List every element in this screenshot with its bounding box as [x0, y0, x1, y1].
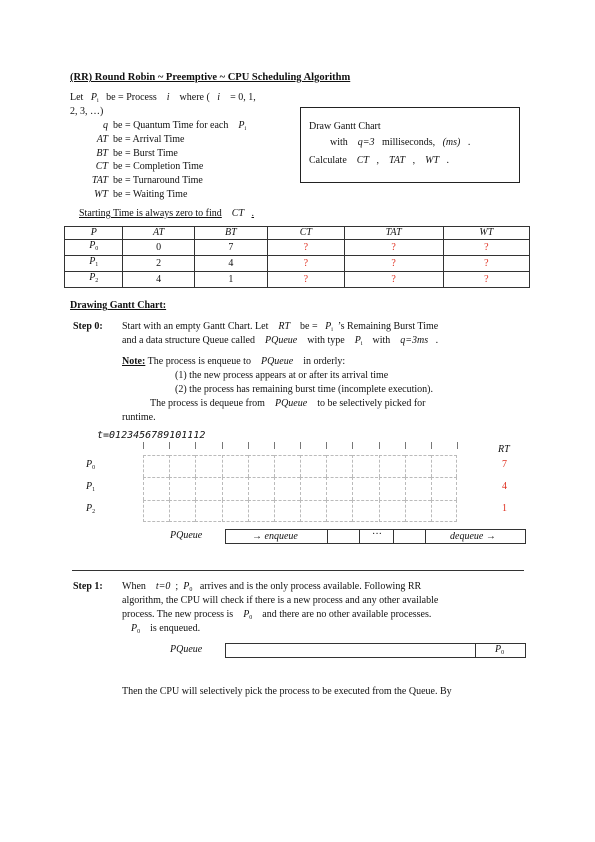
definition-item: CT be = Completion Time: [95, 161, 204, 172]
table-header-row: [65, 227, 530, 240]
time-tick: [326, 442, 327, 449]
gantt-cell: [222, 455, 248, 477]
time-tick: [352, 442, 353, 449]
cell-turnaround: ?: [344, 256, 443, 272]
enqueue-label: → enqueue: [252, 531, 298, 542]
gantt-cell: [352, 455, 378, 477]
gantt-cell: [352, 477, 378, 499]
task-line1: Draw Gantt Chart: [309, 121, 381, 132]
time-tick: [143, 442, 144, 449]
cell-waiting: ?: [443, 256, 529, 272]
gantt-row-label: $P_0$: [86, 459, 96, 471]
table-row: [65, 272, 530, 288]
gantt-row-label: $P_2$: [86, 503, 96, 515]
start-time-note: Starting Time is always zero to find CT .: [79, 208, 255, 219]
cell-completion: ?: [268, 256, 345, 272]
definition-item: BT be = Burst Time: [96, 148, 178, 159]
gantt-cell: [326, 477, 352, 499]
gantt-cell: [143, 500, 169, 522]
queue-diagram: [225, 529, 526, 544]
page-title: (RR) Round Robin ~ Preemptive ~ CPU Scheduling Algorithm: [70, 72, 351, 83]
cell-arrival: 2: [123, 256, 194, 272]
gantt-cell: [274, 500, 300, 522]
gantt-grid: [143, 455, 457, 522]
cell-burst: 4: [194, 256, 267, 272]
time-tick: [379, 442, 380, 449]
gantt-cell: [379, 500, 405, 522]
queue-label: PQueue: [170, 644, 203, 655]
cell-turnaround: ?: [344, 240, 443, 256]
time-tick: [195, 442, 196, 449]
step1-line3: process. The new process is $P_0$ and there are no other available processes.: [122, 609, 432, 621]
cell-process: $P_1$: [65, 256, 123, 272]
gantt-cell: [248, 455, 274, 477]
cell-completion: ?: [268, 240, 345, 256]
task-line2: with q=3 milliseconds, (ms) .: [330, 137, 471, 148]
table-row: [65, 240, 530, 256]
col-header: P: [65, 227, 123, 240]
gantt-cell: [431, 455, 457, 477]
gantt-cell: [169, 500, 195, 522]
gantt-cell: [222, 477, 248, 499]
time-tick: [248, 442, 249, 449]
gantt-cell: [248, 500, 274, 522]
col-header: CT: [268, 227, 345, 240]
definition-item: WT be = Waiting Time: [94, 189, 188, 200]
cell-burst: 1: [194, 272, 267, 288]
rt-header: RT: [498, 444, 510, 455]
step1-line2: algorithm, the CPU will check if there is a new process and any other available: [122, 595, 439, 606]
task-line3: Calculate CT , TAT , WT .: [309, 155, 450, 166]
col-header: WT: [443, 227, 529, 240]
gantt-cell: [405, 500, 431, 522]
time-tick: [274, 442, 275, 449]
section-divider: [72, 570, 524, 571]
queue-cell-divider: [425, 530, 426, 543]
gantt-row-label: $P_1$: [86, 481, 96, 493]
process-table: [64, 226, 530, 288]
step0-line2: and a data structure Queue called PQueue with type $P_i$ with q=3ms .: [122, 335, 439, 347]
queue-cell-divider: [393, 530, 394, 543]
dequeue-label: dequeue →: [450, 531, 496, 542]
definition-intro: Let $P_i$ be = Process i where ( i = 0, 1,: [70, 92, 256, 104]
gantt-cell: [169, 455, 195, 477]
gantt-cell: [431, 477, 457, 499]
gantt-cell: [352, 500, 378, 522]
queue-cell-divider: [327, 530, 328, 543]
cell-burst: 7: [194, 240, 267, 256]
gantt-cell: [169, 477, 195, 499]
col-header: BT: [194, 227, 267, 240]
gantt-cell: [195, 477, 221, 499]
step0-cond2: (2) the process has remaining burst time (incomplete execution).: [175, 384, 433, 395]
cell-arrival: 0: [123, 240, 194, 256]
col-header: AT: [123, 227, 194, 240]
gantt-cell: [248, 477, 274, 499]
gantt-cell: [300, 500, 326, 522]
cell-waiting: ?: [443, 240, 529, 256]
gantt-cell: [300, 455, 326, 477]
cell-turnaround: ?: [344, 272, 443, 288]
remaining-time-value: 4: [502, 481, 507, 492]
gantt-cell: [326, 500, 352, 522]
cell-process: $P_2$: [65, 272, 123, 288]
step0-note: Note: The process is enqueue to PQueue in orderly:: [122, 356, 346, 367]
step1-closing: Then the CPU will selectively pick the process to be executed from the Queue. By: [122, 686, 452, 697]
gantt-cell: [405, 477, 431, 499]
time-tick: [457, 442, 458, 449]
table-row: [65, 256, 530, 272]
cell-process: $P_0$: [65, 240, 123, 256]
cell-completion: ?: [268, 272, 345, 288]
col-header: TAT: [344, 227, 443, 240]
gantt-cell: [431, 500, 457, 522]
gantt-cell: [143, 455, 169, 477]
remaining-time-value: 7: [502, 459, 507, 470]
step0-label: Step 0:: [73, 321, 103, 332]
queue-label: PQueue: [170, 530, 203, 541]
remaining-time-value: 1: [502, 503, 507, 514]
step0-line1: Start with an empty Gantt Chart. Let RT be = $P_i$ ’s Remaining Burst Time: [122, 321, 439, 333]
gantt-cell: [274, 477, 300, 499]
gantt-cell: [326, 455, 352, 477]
time-axis-label: t=0123456789101112: [97, 430, 206, 441]
task-box: [300, 107, 520, 183]
step1-line1: When t=0 ; $P_0$ arrives and is the only process available. Following RR: [122, 581, 422, 593]
time-tick: [405, 442, 406, 449]
gantt-cell: [274, 455, 300, 477]
cell-arrival: 4: [123, 272, 194, 288]
definition-item: q be = Quantum Time for each $P_i$: [103, 120, 247, 132]
queue-cell-divider: [475, 644, 476, 657]
queue-ellipsis: ···: [372, 529, 382, 540]
gantt-cell: [143, 477, 169, 499]
gantt-cell: [222, 500, 248, 522]
gantt-cell: [379, 477, 405, 499]
step1-line4: $P_0$ is enqueued.: [131, 623, 201, 635]
step1-label: Step 1:: [73, 581, 103, 592]
section-heading: Drawing Gantt Chart:: [70, 300, 167, 311]
gantt-cell: [405, 455, 431, 477]
definition-item: AT be = Arrival Time: [96, 134, 185, 145]
queue-cell-divider: [359, 530, 360, 543]
time-tick: [169, 442, 170, 449]
definition-item: TAT be = Turnaround Time: [91, 175, 203, 186]
time-tick: [300, 442, 301, 449]
cell-waiting: ?: [443, 272, 529, 288]
definition-intro-cont: 2, 3, …): [70, 106, 104, 117]
step0-cond1: (1) the new process appears at or after its arrival time: [175, 370, 389, 381]
gantt-cell: [300, 477, 326, 499]
gantt-cell: [195, 500, 221, 522]
time-tick: [222, 442, 223, 449]
gantt-cell: [195, 455, 221, 477]
queue-item: $P_0$: [495, 644, 505, 656]
step0-dequeue-line: The process is dequeue from PQueue to be selectively picked for: [150, 398, 426, 409]
step0-dequeue-cont: runtime.: [122, 412, 156, 423]
queue-diagram-step1: [225, 643, 526, 658]
time-tick: [431, 442, 432, 449]
gantt-cell: [379, 455, 405, 477]
